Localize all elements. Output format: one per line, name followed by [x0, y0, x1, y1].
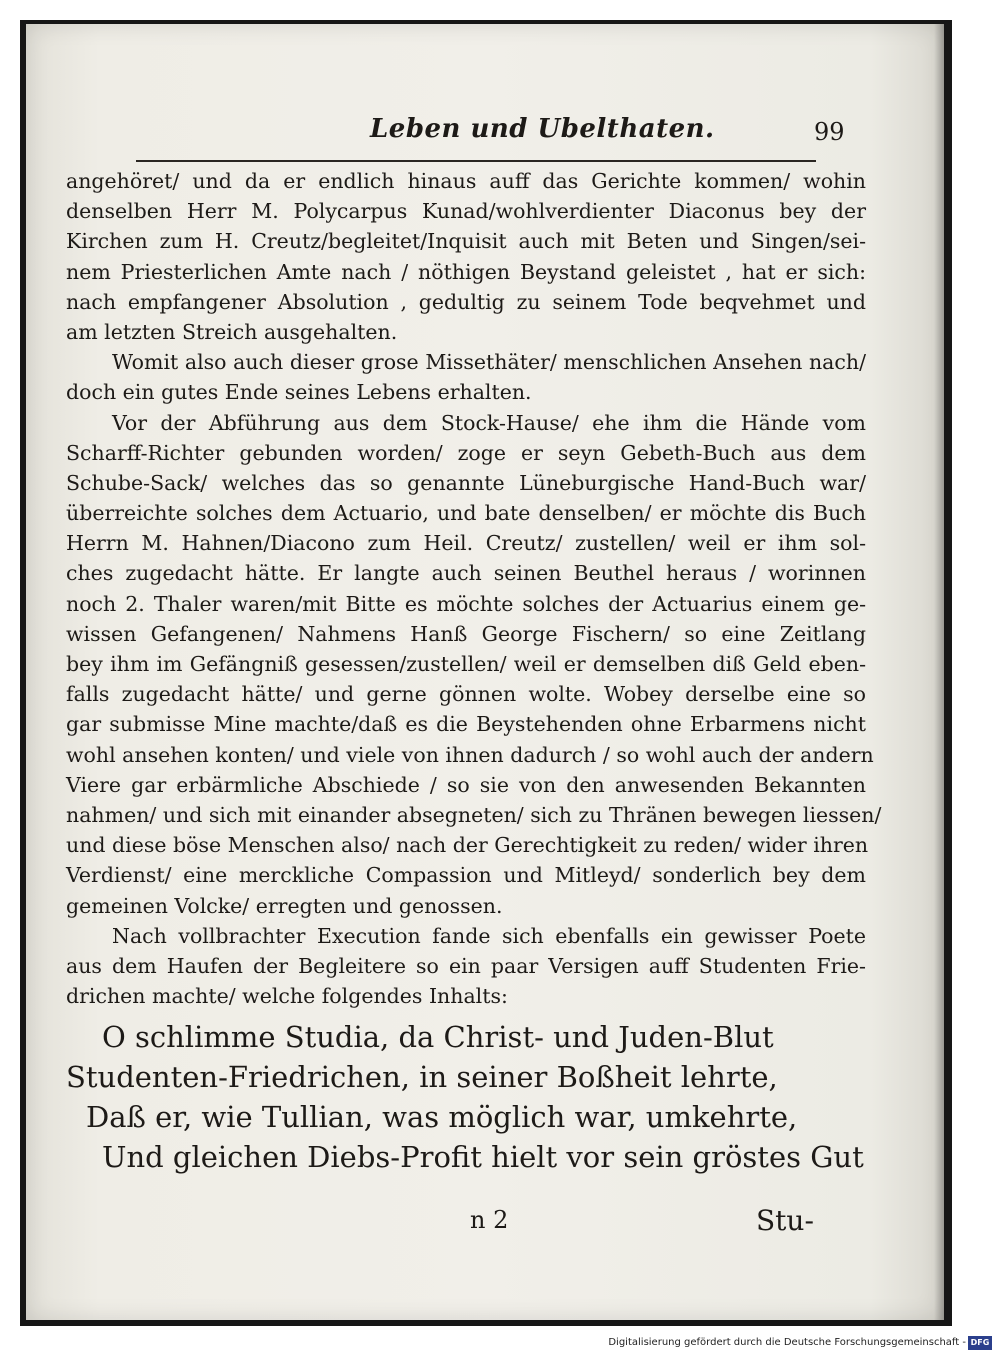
text-line: ches zugedacht hätte. Er langte auch seinen Beuthel heraus / worinnen	[66, 561, 866, 586]
header-rule	[136, 160, 816, 162]
text-line: gar submisse Mine machte/daß es die Beystehenden ohne Erbarmens nicht	[66, 712, 866, 737]
text-line: Scharff-Richter gebunden worden/ zoge er seyn Gebeth-Buch aus dem	[66, 440, 866, 465]
text-line: Nach vollbrachter Execution fande sich ebenfalls ein gewisser Poete	[112, 923, 866, 948]
text-line: Viere gar erbärmliche Abschiede / so sie von den anwesenden Bekannten	[66, 772, 866, 797]
text-line: noch 2. Thaler waren/mit Bitte es möchte solches der Actuarius einem ge-	[66, 591, 866, 616]
book-page	[26, 24, 944, 1320]
text-line: nem Priesterlichen Amte nach / nöthigen Beystand geleistet , hat er sich:	[66, 259, 866, 284]
page-edge-shadow	[934, 24, 944, 1320]
text-line: Womit also auch dieser grose Missethäter/ menschlichen Ansehen nach/	[112, 350, 866, 375]
text-line: angehöret/ und da er endlich hinaus auff das Gerichte kommen/ wohin	[66, 169, 866, 193]
dfg-logo-icon: DFG	[968, 1336, 992, 1350]
text-line: doch ein gutes Ende seines Lebens erhalten.	[66, 380, 532, 405]
text-line: überreichte solches dem Actuario, und bate denselben/ er möchte dis Buch	[66, 501, 866, 526]
text-line: und diese böse Menschen also/ nach der Gerechtigkeit zu reden/ wider ihren	[66, 833, 869, 858]
text-line: wohl ansehen konten/ und viele von ihnen dadurch / so wohl auch der andern	[66, 742, 874, 767]
catchword: Stu-	[756, 1204, 814, 1237]
funding-credit: Digitalisierung gefördert durch die Deutsche Forschungsgemeinschaft -	[608, 1337, 966, 1348]
text-line: Vor der Abführung aus dem Stock-Hause/ ehe ihm die Hände vom	[112, 410, 866, 435]
text-line: Verdienst/ eine merckliche Compassion und Mitleyd/ sonderlich bey dem	[66, 863, 866, 888]
page-header	[26, 112, 944, 148]
verse-line: Und gleichen Diebs-Profit hielt vor sein gröstes Gut	[102, 1140, 864, 1175]
text-line: gemeinen Volcke/ erregten und genossen.	[66, 893, 503, 918]
signature-mark: n 2	[470, 1206, 509, 1234]
text-line: wissen Gefangenen/ Nahmens Hanß George Fischern/ so eine Zeitlang	[66, 621, 866, 646]
verse-line: Studenten-Friedrichen, in seiner Boßheit lehrte,	[66, 1060, 778, 1095]
text-line: drichen machte/ welche folgendes Inhalts:	[66, 984, 508, 1009]
text-line: nahmen/ und sich mit einander absegneten/ sich zu Thränen bewegen liessen/	[66, 802, 882, 827]
text-line: denselben Herr M. Polycarpus Kunad/wohlverdienter Diaconus bey der	[66, 199, 866, 224]
credit-bar	[0, 1332, 1000, 1354]
text-line: bey ihm im Gefängniß gesessen/zustellen/ weil er demselben diß Geld eben-	[66, 652, 866, 676]
text-line: am letzten Streich ausgehalten.	[66, 319, 398, 344]
body-text	[66, 166, 882, 1177]
verse-line: Daß er, wie Tullian, was möglich war, umkehrte,	[86, 1100, 798, 1135]
text-line: nach empfangener Absolution , gedultig zu seinem Tode beqvehmet und	[66, 289, 866, 314]
text-line: aus dem Haufen der Begleitere so ein paar Versigen auff Studenten Frie-	[66, 953, 866, 978]
text-line: Herrn M. Hahnen/Diacono zum Heil. Creutz/ zustellen/ weil er ihm sol-	[66, 531, 866, 556]
text-line: Kirchen zum H. Creutz/begleitet/Inquisit auch mit Beten und Singen/sei-	[66, 229, 866, 254]
text-line: falls zugedacht hätte/ und gerne gönnen wolte. Wobey derselbe eine so	[66, 682, 866, 707]
verse-block	[66, 1017, 866, 1177]
page-footer	[26, 1202, 944, 1242]
running-title: Leben und Ubelthaten.	[370, 114, 715, 144]
page-number: 99	[814, 118, 845, 146]
verse-line: O schlimme Studia, da Christ- und Juden-Blut	[102, 1020, 774, 1055]
text-line: Schube-Sack/ welches das so genannte Lüneburgische Hand-Buch war/	[66, 470, 866, 495]
